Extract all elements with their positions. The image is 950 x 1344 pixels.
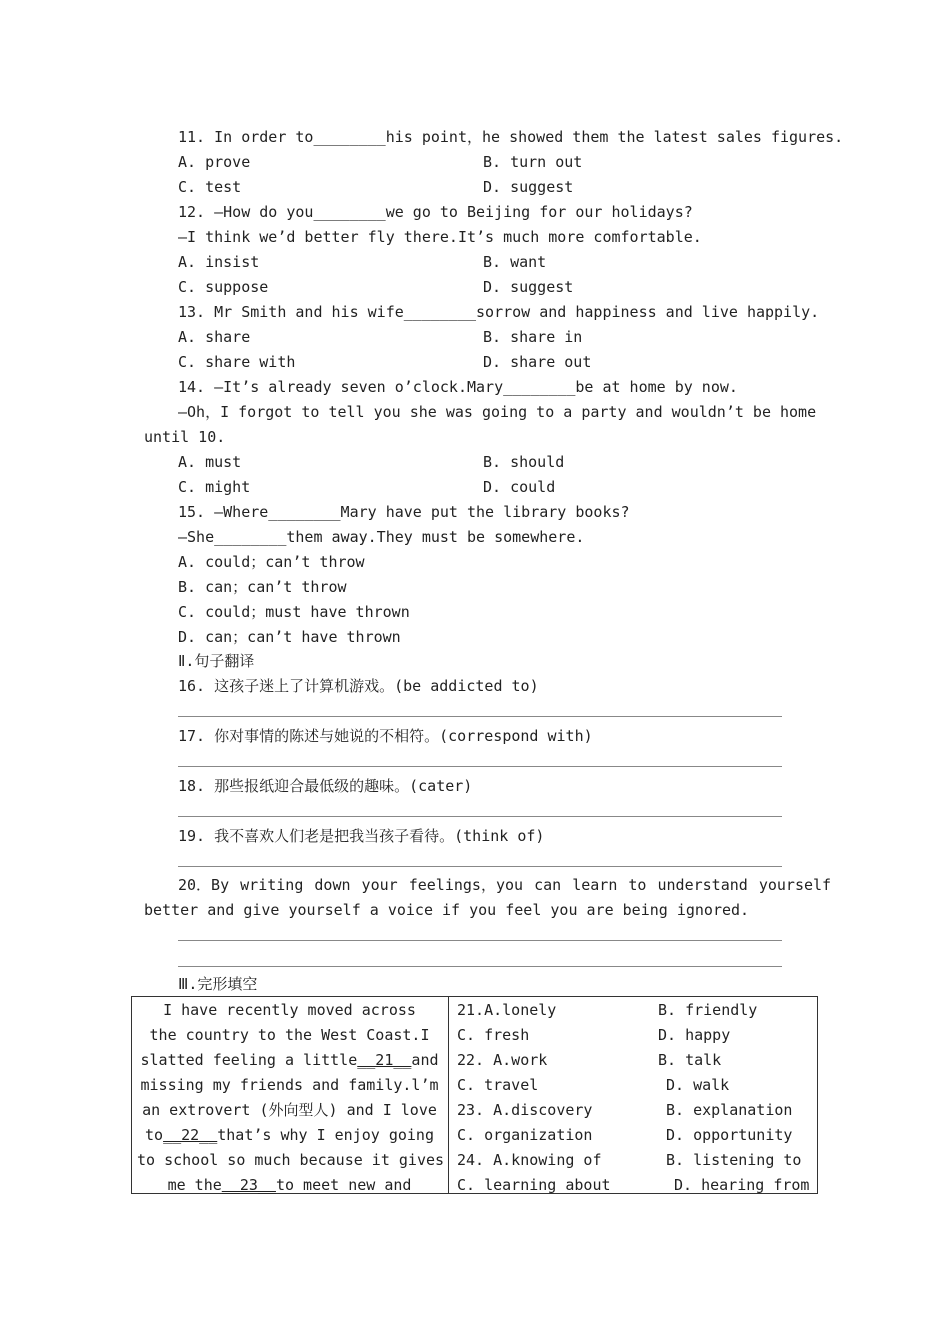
question-11-stem: 11. In order to________his point，he showed them the latest sales figures. [178,128,844,146]
blank-23[interactable]: __23__ [221,1176,276,1194]
question-13-option-b: B. share in [483,328,583,346]
question-14-reply: —Oh，I forgot to tell you she was going to a party and wouldn’t be home [178,403,817,421]
question-15-reply: —She________them away.They must be somewhere. [178,528,585,546]
question-13-stem: 13. Mr Smith and his wife________sorrow and happiness and live happily. [178,303,820,321]
question-14-reply-cont: until 10. [144,428,226,446]
passage-line: I have recently moved across [163,1001,416,1019]
question-12-option-b: B. want [483,253,547,271]
cloze-option: B. talk [658,1051,722,1069]
question-14-stem: 14. —It’s already seven o’clock.Mary________be at home by now. [178,378,738,396]
translation-16: 16. 这孩子迷上了计算机游戏。(be addicted to) [178,677,539,695]
question-15-option-a: A. could；can’t throw [178,553,365,571]
cloze-option: 24. A.knowing of [457,1151,602,1169]
question-13-option-d: D. share out [483,353,592,371]
cloze-option: B. friendly [658,1001,758,1019]
question-15-stem: 15. —Where________Mary have put the library books? [178,503,630,521]
cloze-option: D. opportunity [666,1126,793,1144]
question-12-option-c: C. suppose [178,278,269,296]
answer-line-18 [178,816,782,817]
cloze-option: 21.A.lonely [457,1001,557,1019]
question-11-option-c: C. test [178,178,242,196]
cloze-option: D. hearing from [674,1176,810,1194]
answer-line-19 [178,866,782,867]
blank-22[interactable]: __22__ [163,1126,218,1144]
answer-line-20b [178,966,782,967]
question-13-option-c: C. share with [178,353,296,371]
question-15-option-c: C. could；must have thrown [178,603,410,621]
passage-line: the country to the West Coast.I [149,1026,430,1044]
question-14-option-b: B. should [483,453,565,471]
question-12-option-d: D. suggest [483,278,574,296]
translation-17: 17. 你对事情的陈述与她说的不相符。(correspond with) [178,727,593,745]
passage-line: to__22__that’s why I enjoy going [145,1126,434,1144]
answer-line-17 [178,766,782,767]
passage-line: to school so much because it gives [137,1151,445,1169]
question-12-option-a: A. insist [178,253,260,271]
cloze-table-divider [448,996,449,1194]
translation-20-line1: 20．By writing down your feelings，you can learn to understand yourself [178,876,832,894]
cloze-option: B. listening to [666,1151,802,1169]
cloze-option: B. explanation [666,1101,793,1119]
cloze-option: C. organization [457,1126,593,1144]
cloze-option: D. happy [658,1026,731,1044]
question-11-option-a: A. prove [178,153,251,171]
passage-line: me the__23__to meet new and [167,1176,412,1194]
passage-line: missing my friends and family.l’m [140,1076,439,1094]
question-14-option-a: A. must [178,453,242,471]
question-15-option-d: D. can；can’t have thrown [178,628,401,646]
translation-19: 19. 我不喜欢人们老是把我当孩子看待。(think of) [178,827,545,845]
cloze-option: 22. A.work [457,1051,548,1069]
cloze-option: 23. A.discovery [457,1101,593,1119]
translation-20-line2: better and give yourself a voice if you feel you are being ignored. [144,901,750,919]
cloze-option: C. fresh [457,1026,530,1044]
cloze-option: C. travel [457,1076,539,1094]
question-11-option-d: D. suggest [483,178,574,196]
cloze-option: D. walk [666,1076,730,1094]
question-12-stem: 12. —How do you________we go to Beijing for our holidays? [178,203,693,221]
blank-21[interactable]: __21__ [357,1051,412,1069]
question-14-option-c: C. might [178,478,251,496]
question-11-option-b: B. turn out [483,153,583,171]
translation-18: 18. 那些报纸迎合最低级的趣味。(cater) [178,777,473,795]
section-3-title: Ⅲ.完形填空 [178,975,258,993]
section-2-title: Ⅱ.句子翻译 [178,652,255,670]
question-15-option-b: B. can；can’t throw [178,578,347,596]
question-12-reply: —I think we’d better fly there.It’s much more comfortable. [178,228,702,246]
passage-line: slatted feeling a little__21__and [140,1051,439,1069]
question-13-option-a: A. share [178,328,251,346]
question-14-option-d: D. could [483,478,556,496]
answer-line-20a [178,940,782,941]
passage-line: an extrovert (外向型人) and I love [142,1101,437,1119]
answer-line-16 [178,716,782,717]
cloze-option: C. learning about [457,1176,611,1194]
